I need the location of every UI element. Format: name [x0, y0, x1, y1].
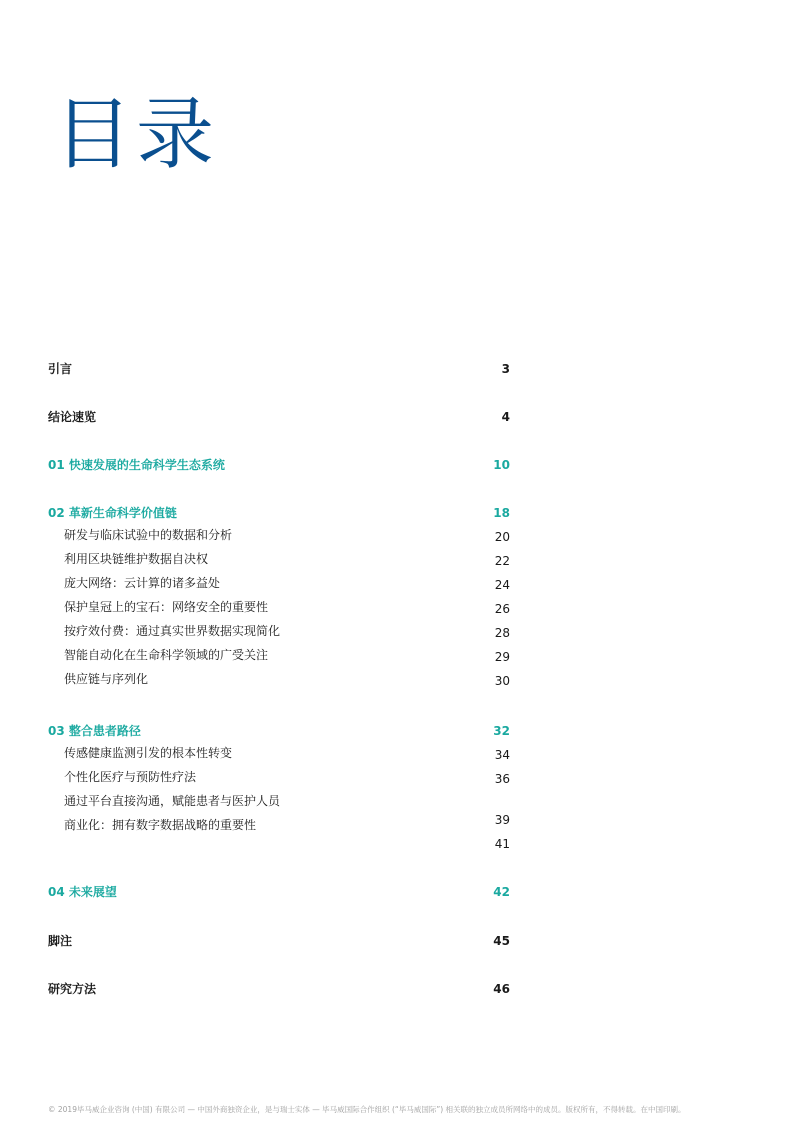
toc-label: 研究方法	[48, 982, 97, 996]
toc-label: 引言	[48, 362, 73, 376]
toc-subentry[interactable]: 庞大网络：云计算的诸多益处	[64, 576, 221, 590]
toc-subentry[interactable]: 智能自动化在生命科学领域的广受关注	[64, 648, 269, 662]
toc-subentry-page: 24	[494, 578, 510, 592]
toc-subentry-page: 28	[494, 626, 510, 640]
toc-page: 4	[501, 410, 510, 424]
toc-entry-section-04[interactable]	[48, 884, 510, 900]
toc-subentry[interactable]: 供应链与序列化	[64, 672, 149, 686]
toc-label: 02 革新生命科学价值链	[48, 506, 177, 520]
toc-subentry-page: 22	[494, 554, 510, 568]
toc-label: 结论速览	[48, 410, 97, 424]
toc-page: 10	[493, 458, 510, 472]
toc-entry-methodology[interactable]	[48, 981, 510, 997]
toc-subentry[interactable]: 传感健康监测引发的根本性转变	[64, 746, 233, 760]
toc-subentry-page: 34	[494, 748, 510, 762]
toc-subentry-page: 41	[494, 837, 510, 851]
toc-entry-section-03[interactable]	[48, 723, 510, 739]
toc-page: 3	[501, 362, 510, 376]
toc-subentry[interactable]: 按疗效付费：通过真实世界数据实现简化	[64, 624, 281, 638]
toc-subentry[interactable]: 研发与临床试验中的数据和分析	[64, 528, 233, 542]
toc-subentry-page: 20	[494, 530, 510, 544]
toc-entry-section-02[interactable]	[48, 505, 510, 521]
toc-subentry[interactable]: 个性化医疗与预防性疗法	[64, 770, 197, 784]
toc-label: 04 未来展望	[48, 885, 117, 899]
toc-label: 01 快速发展的生命科学生态系统	[48, 458, 225, 472]
page-title: 目录	[54, 90, 219, 180]
toc-subentry[interactable]: 利用区块链维护数据自决权	[64, 552, 209, 566]
toc-subentry[interactable]: 保护皇冠上的宝石：网络安全的重要性	[64, 600, 269, 614]
toc-page: 32	[493, 724, 510, 738]
toc-subentry-page: 29	[494, 650, 510, 664]
toc-entry-summary[interactable]	[48, 409, 510, 425]
toc-entry-section-01[interactable]	[48, 457, 510, 473]
toc-subentry[interactable]: 商业化：拥有数字数据战略的重要性	[64, 818, 257, 832]
copyright-footer: © 2019毕马威企业咨询 (中国) 有限公司 — 中国外商独资企业，是与瑞士实体 — 毕马威国际合作组织 (“毕马威国际”) 相关联的独立成员所网络中的成员。版权所有，不得转载。在中国印刷。	[48, 1105, 686, 1114]
toc-label: 03 整合患者路径	[48, 724, 141, 738]
toc-subentry-page: 39	[494, 813, 510, 827]
toc-page: 45	[493, 934, 510, 948]
toc-subentry[interactable]: 通过平台直接沟通，赋能患者与医护人员	[64, 794, 281, 808]
toc-subentry-page: 26	[494, 602, 510, 616]
toc-entry-intro[interactable]	[48, 361, 510, 377]
toc-label: 脚注	[48, 934, 73, 948]
toc-subentry-page: 30	[494, 674, 510, 688]
toc-page: 18	[493, 506, 510, 520]
toc-page: 46	[493, 982, 510, 996]
toc-page: 42	[493, 885, 510, 899]
toc-entry-footnotes[interactable]	[48, 933, 510, 949]
toc-subentry-page: 36	[494, 772, 510, 786]
